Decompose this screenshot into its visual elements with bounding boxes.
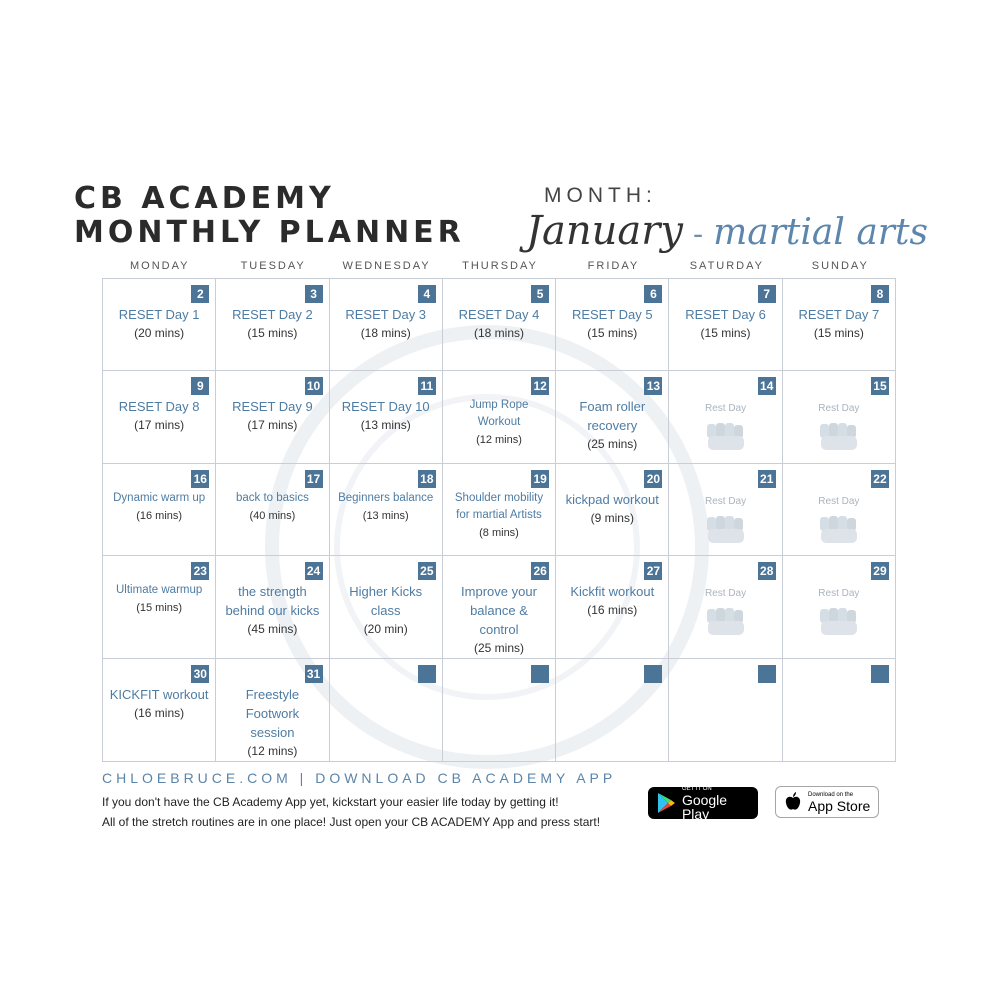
workout-name: RESET Day 6	[685, 307, 766, 322]
day-number: 29	[871, 562, 889, 580]
rest-day-label: Rest Day	[705, 403, 747, 415]
day-number: 23	[191, 562, 209, 580]
month-name: January	[526, 208, 683, 254]
workout-duration: (17 mins)	[134, 418, 185, 433]
apple-badge-text: App Store	[808, 797, 871, 814]
workout-name: RESET Day 1	[118, 307, 200, 322]
calendar-day-cell[interactable]	[669, 279, 782, 371]
calendar-day-cell[interactable]	[330, 556, 443, 659]
calendar-day-cell[interactable]	[216, 279, 329, 371]
day-number	[758, 665, 776, 683]
calendar-day-cell[interactable]	[556, 371, 669, 463]
calendar-day-cell[interactable]	[783, 464, 896, 556]
workout-name: kickpad workout	[565, 491, 659, 507]
day-number: 30	[191, 665, 209, 683]
google-play-icon	[656, 792, 676, 814]
month-value	[526, 208, 928, 254]
day-number: 3	[305, 285, 323, 303]
weekday-wednesday: WEDNESDAY	[342, 260, 431, 272]
calendar-day-cell[interactable]	[556, 279, 669, 371]
fist-icon	[703, 513, 749, 545]
day-number: 17	[305, 470, 323, 488]
calendar-day-cell[interactable]	[216, 659, 329, 762]
workout-name: Freestyle Footwork session	[245, 687, 300, 740]
weekday-friday: FRIDAY	[587, 260, 640, 272]
workout-duration: (40 mins)	[249, 509, 296, 522]
workout-duration: (16 mins)	[134, 706, 185, 720]
workout-name: Dynamic warm up	[113, 491, 206, 504]
weekday-tuesday: TUESDAY	[240, 260, 306, 272]
day-number: 8	[871, 285, 889, 303]
calendar-day-cell[interactable]	[330, 659, 443, 762]
day-number: 2	[191, 285, 209, 303]
day-number: 4	[418, 285, 436, 303]
calendar-day-cell[interactable]	[216, 556, 329, 659]
day-number: 12	[531, 377, 549, 395]
workout-name: RESET Day 3	[345, 307, 427, 322]
day-number: 11	[418, 377, 436, 395]
fist-icon	[816, 513, 862, 545]
calendar-day-cell[interactable]	[669, 371, 782, 463]
workout-duration: (20 mins)	[134, 326, 185, 340]
google-badge-text: Google Play	[681, 791, 728, 822]
day-number: 25	[418, 562, 436, 580]
workout-name: RESET Day 8	[118, 399, 200, 415]
day-number: 13	[644, 377, 662, 395]
workout-name: RESET Day 4	[458, 307, 540, 322]
workout-name: RESET Day 10	[341, 399, 430, 415]
day-number	[531, 665, 549, 683]
weekday-sunday: SUNDAY	[811, 260, 869, 272]
month-separator: -	[692, 217, 704, 252]
calendar-day-cell[interactable]	[330, 279, 443, 371]
fist-icon	[816, 605, 862, 637]
workout-name: RESET Day 9	[232, 399, 313, 415]
month-label: MONTH:	[544, 184, 657, 207]
workout-duration: (15 mins)	[136, 602, 183, 614]
calendar-day-cell[interactable]	[330, 371, 443, 463]
day-number: 14	[758, 377, 776, 395]
fist-icon	[816, 420, 862, 452]
workout-name: Kickfit workout	[570, 584, 655, 599]
workout-duration: (16 mins)	[136, 509, 183, 522]
calendar-day-cell[interactable]	[443, 556, 556, 659]
calendar-day-cell[interactable]	[783, 659, 896, 762]
calendar-day-cell[interactable]	[103, 556, 216, 659]
weekday-thursday: THURSDAY	[462, 260, 538, 272]
calendar-day-cell[interactable]	[669, 556, 782, 659]
calendar-day-cell[interactable]	[443, 464, 556, 556]
fist-icon	[703, 420, 749, 452]
workout-duration: (8 mins)	[479, 526, 519, 539]
workout-duration: (16 mins)	[587, 603, 638, 617]
calendar-day-cell[interactable]	[216, 371, 329, 463]
workout-name: Beginners balance	[338, 491, 434, 504]
workout-duration: (15 mins)	[700, 326, 751, 340]
weekday-saturday: SATURDAY	[689, 260, 764, 272]
workout-name: KICKFIT workout	[109, 687, 209, 702]
workout-duration: (12 mins)	[476, 434, 522, 447]
calendar-day-cell[interactable]	[103, 464, 216, 556]
apple-badge-small-text: Download on the	[808, 791, 854, 798]
rest-day-label: Rest Day	[818, 403, 860, 415]
rest-day-label: Rest Day	[818, 495, 860, 507]
rest-day-label: Rest Day	[705, 588, 747, 599]
google-play-badge[interactable]	[648, 785, 758, 822]
calendar-day-cell[interactable]	[443, 659, 556, 762]
day-number	[871, 665, 889, 683]
day-number: 10	[305, 377, 323, 395]
footer-line-1: If you don't have the CB Academy App yet, kickstart your easier life today by getting it!	[102, 795, 559, 809]
workout-name: RESET Day 5	[571, 307, 653, 322]
footer-link[interactable]: CHLOEBRUCE.COM | DOWNLOAD CB ACADEMY APP	[102, 770, 617, 786]
planner-title	[74, 182, 465, 250]
workout-duration: (12 mins)	[247, 744, 298, 758]
calendar-day-cell[interactable]	[783, 556, 896, 659]
calendar-day-cell[interactable]	[103, 659, 216, 762]
day-number: 26	[531, 562, 549, 580]
calendar-day-cell[interactable]	[783, 371, 896, 463]
title-line-2: MONTHLY PLANNER	[74, 215, 465, 250]
workout-duration: (13 mins)	[360, 418, 411, 433]
day-number: 16	[191, 470, 209, 488]
day-number: 15	[871, 377, 889, 395]
calendar-day-cell[interactable]	[216, 464, 329, 556]
day-number: 7	[758, 285, 776, 303]
month-theme: martial arts	[713, 212, 928, 253]
workout-name: Shoulder mobility for martial Artists	[454, 491, 544, 521]
calendar-day-cell[interactable]	[443, 279, 556, 371]
workout-duration: (15 mins)	[813, 326, 864, 340]
workout-duration: (13 mins)	[362, 509, 409, 522]
workout-duration: (18 mins)	[473, 326, 524, 340]
day-number: 22	[871, 470, 889, 488]
calendar-day-cell[interactable]	[669, 464, 782, 556]
day-number: 5	[531, 285, 549, 303]
day-number: 31	[305, 665, 323, 683]
title-line-1: CB ACADEMY	[74, 181, 335, 216]
day-number: 19	[531, 470, 549, 488]
calendar-day-cell[interactable]	[556, 464, 669, 556]
calendar-day-cell[interactable]	[669, 659, 782, 762]
workout-duration: (25 mins)	[473, 641, 524, 655]
day-number: 24	[305, 562, 323, 580]
footer-line-2: All of the stretch routines are in one place! Just open your CB ACADEMY App and press start!	[102, 815, 601, 829]
calendar-day-cell[interactable]	[556, 659, 669, 762]
workout-name: Ultimate warmup	[116, 584, 203, 596]
day-number: 9	[191, 377, 209, 395]
calendar-day-cell[interactable]	[783, 279, 896, 371]
rest-day-label: Rest Day	[818, 588, 860, 599]
workout-name: Higher Kicks class	[349, 584, 423, 618]
workout-duration: (45 mins)	[247, 622, 298, 636]
app-store-badge[interactable]	[775, 786, 879, 818]
google-badge-small-text: GET IT ON	[681, 785, 712, 792]
weekday-monday: MONDAY	[129, 260, 190, 272]
calendar-day-cell[interactable]	[443, 371, 556, 463]
workout-duration: (25 mins)	[587, 437, 638, 452]
day-number: 18	[418, 470, 436, 488]
fist-icon	[703, 605, 749, 637]
workout-duration: (15 mins)	[247, 326, 298, 340]
day-number: 27	[644, 562, 662, 580]
weekday-header	[103, 260, 897, 272]
workout-duration: (17 mins)	[247, 418, 298, 433]
workout-duration: (15 mins)	[587, 326, 638, 340]
calendar-day-cell[interactable]	[103, 279, 216, 371]
workout-duration: (9 mins)	[590, 510, 634, 525]
day-number: 21	[758, 470, 776, 488]
calendar-grid	[102, 278, 896, 762]
day-number: 20	[644, 470, 662, 488]
day-number: 28	[758, 562, 776, 580]
workout-name: Jump Rope Workout	[469, 399, 529, 429]
calendar-day-cell[interactable]	[556, 556, 669, 659]
day-number	[644, 665, 662, 683]
day-number	[418, 665, 436, 683]
workout-name: back to basics	[235, 491, 309, 504]
workout-name: RESET Day 7	[798, 307, 880, 322]
workout-duration: (18 mins)	[360, 326, 411, 340]
workout-name: the strength behind our kicks	[225, 584, 320, 618]
workout-name: Improve your balance & control	[461, 584, 537, 637]
workout-name: Foam roller recovery	[579, 399, 646, 434]
workout-duration: (20 min)	[363, 622, 408, 636]
calendar-day-cell[interactable]	[330, 464, 443, 556]
rest-day-label: Rest Day	[705, 495, 747, 507]
day-number: 6	[644, 285, 662, 303]
calendar-day-cell[interactable]	[103, 371, 216, 463]
workout-name: RESET Day 2	[232, 307, 313, 322]
apple-icon	[784, 792, 802, 812]
